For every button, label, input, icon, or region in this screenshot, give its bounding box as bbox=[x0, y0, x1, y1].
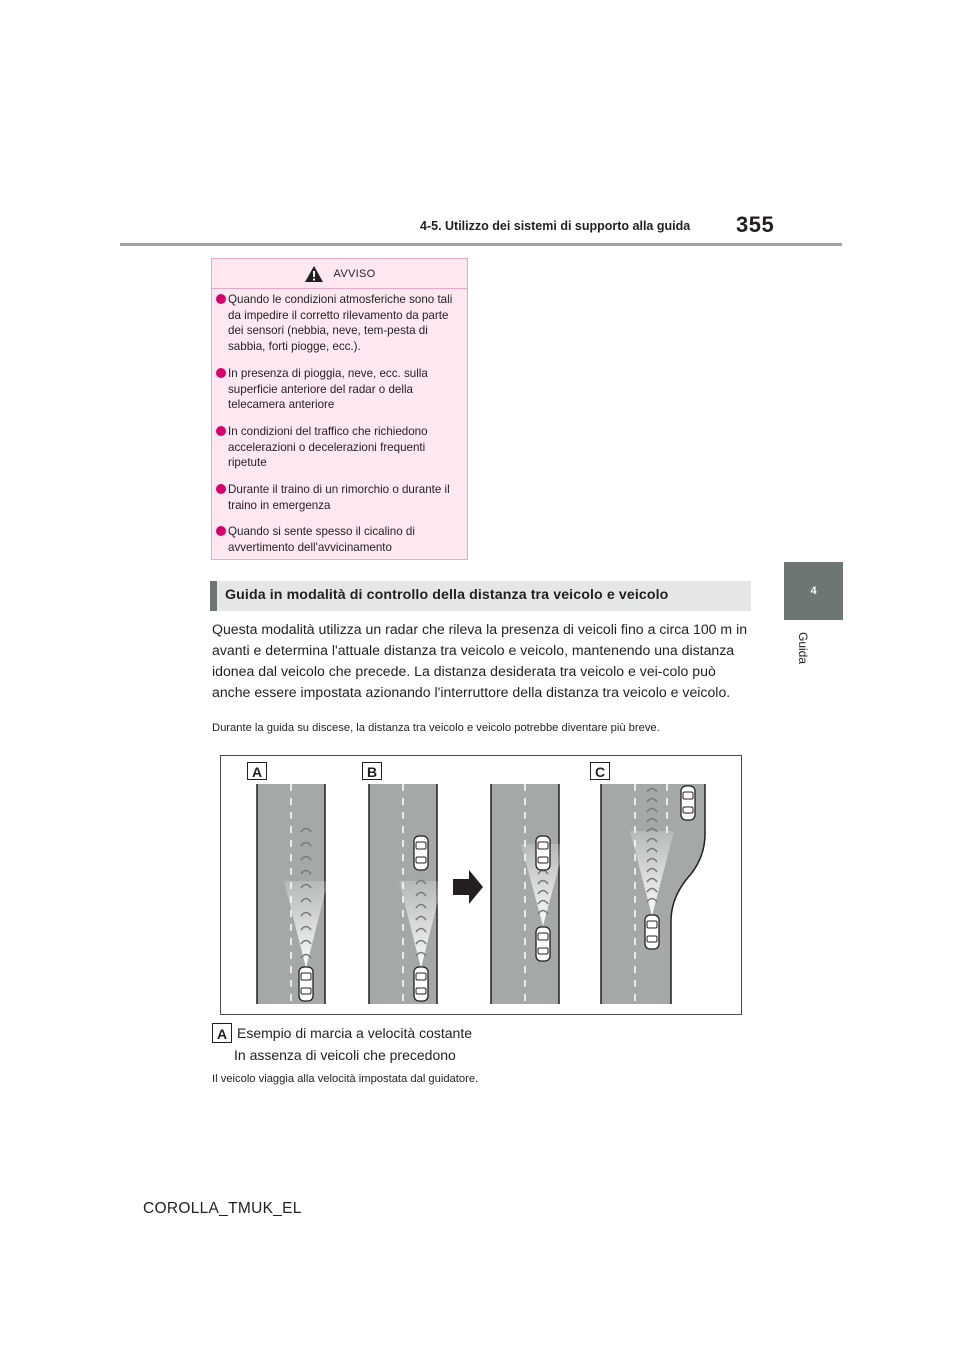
own-car-a bbox=[299, 967, 313, 1001]
road-c bbox=[601, 784, 705, 1004]
own-car-b2 bbox=[536, 927, 550, 961]
warning-item bbox=[228, 482, 460, 513]
header-divider bbox=[120, 243, 842, 246]
lead-car-c bbox=[681, 786, 695, 820]
figure-label-a: A bbox=[247, 762, 267, 780]
chapter-label: Guida bbox=[796, 632, 810, 665]
bullet-dot-icon bbox=[216, 368, 226, 378]
own-car-b bbox=[414, 967, 428, 1001]
warning-item-text: In condizioni del traffico che richiedono accelerazioni o decelerazioni frequenti ripetute bbox=[228, 425, 428, 469]
arrow-right-icon bbox=[453, 870, 483, 904]
figure-label-c: C bbox=[590, 762, 610, 780]
section-heading-bar bbox=[210, 581, 751, 611]
warning-box bbox=[211, 258, 468, 560]
header-section-path: 4-5. Utilizzo dei sistemi di supporto alla guida bbox=[420, 219, 691, 233]
road-illustration bbox=[221, 756, 741, 1014]
bullet-dot-icon bbox=[216, 526, 226, 536]
own-car-c bbox=[645, 915, 659, 949]
example-note: Il veicolo viaggia alla velocità impostata dal guidatore. bbox=[212, 1073, 479, 1085]
warning-item bbox=[228, 292, 460, 354]
body-paragraph: Questa modalità utilizza un radar che rileva la presenza di veicoli fino a circa 100 m in avanti e determina l'attuale distanza tra veicolo e veicolo, mantenendo una distanza idonea dal veicolo che precede. La distanza desiderata tra veicolo e vei-colo può anche essere impostata azionando l'interruttore della distanza tra veicolo e veicolo. bbox=[212, 621, 748, 700]
bullet-dot-icon bbox=[216, 294, 226, 304]
example-subtitle: In assenza di veicoli che precedono bbox=[234, 1047, 456, 1063]
road-a bbox=[257, 784, 328, 1004]
section-title: Guida in modalità di controllo della distanza tra veicolo e veicolo bbox=[225, 587, 669, 603]
figure-label-b: B bbox=[362, 762, 382, 780]
warning-item-text: In presenza di pioggia, neve, ecc. sulla superficie anteriore del radar o della telecamera anteriore bbox=[228, 367, 428, 411]
warning-header bbox=[212, 259, 467, 289]
warning-title: AVVISO bbox=[333, 267, 376, 280]
note-text: Durante la guida su discese, la distanza tra veicolo e veicolo potrebbe diventare più breve. bbox=[212, 722, 660, 734]
warning-triangle-icon bbox=[304, 265, 324, 283]
bullet-dot-icon bbox=[216, 426, 226, 436]
warning-item bbox=[228, 524, 460, 555]
page-number: 355 bbox=[736, 212, 775, 237]
bullet-dot-icon bbox=[216, 484, 226, 494]
road-b2 bbox=[491, 784, 565, 1004]
warning-item bbox=[228, 366, 460, 413]
warning-item-text: Durante il traino di un rimorchio o durante il traino in emergenza bbox=[228, 483, 450, 512]
chapter-tab[interactable] bbox=[784, 562, 843, 620]
example-title: Esempio di marcia a velocità costante bbox=[237, 1025, 472, 1041]
lead-car-b2 bbox=[536, 836, 550, 870]
footer-code: COROLLA_TMUK_EL bbox=[143, 1200, 302, 1217]
lead-car-b bbox=[414, 836, 428, 870]
warning-item-text: Quando le condizioni atmosferiche sono tali da impedire il corretto rilevamento da parte dei sensori (nebbia, neve, tem-pesta di sabbia, forti piogge, ecc.). bbox=[228, 293, 453, 353]
warning-item-text: Quando si sente spesso il cicalino di avvertimento dell'avvicinamento bbox=[228, 525, 415, 554]
example-label-badge: A bbox=[212, 1023, 232, 1043]
road-b bbox=[369, 784, 443, 1004]
warning-item bbox=[228, 424, 460, 471]
chapter-number: 4 bbox=[810, 585, 817, 597]
distance-control-figure bbox=[220, 755, 742, 1015]
